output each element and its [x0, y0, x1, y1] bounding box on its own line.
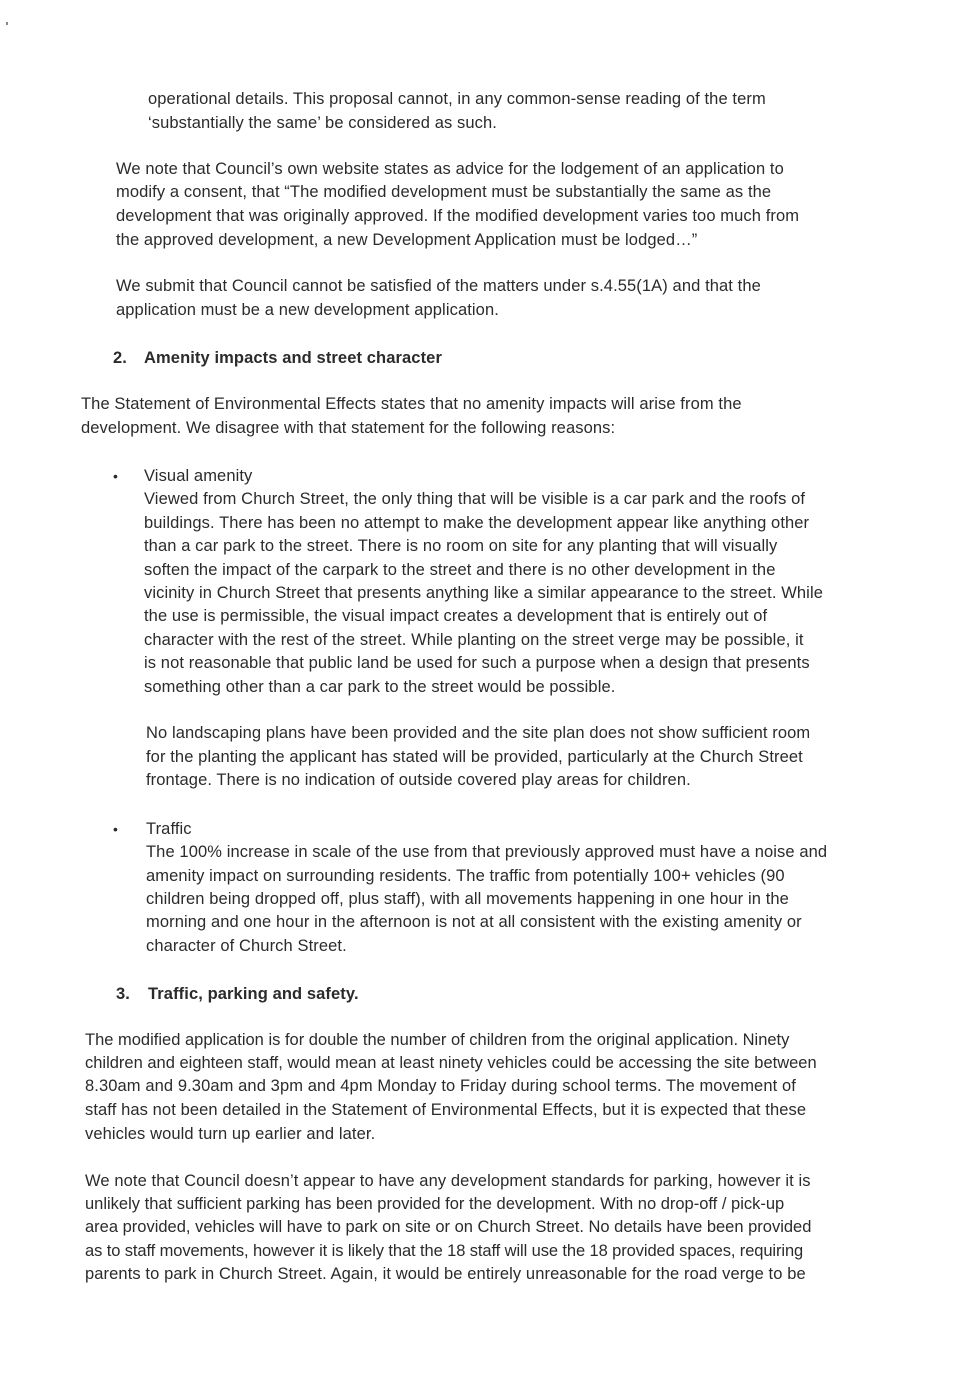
traffic-line: amenity impact on surrounding residents. The traffic from potentially 100+ vehicles (90 — [146, 867, 785, 885]
modified-line: The modified application is for double the number of children from the original application. Ninety — [85, 1031, 790, 1049]
visual-line: vicinity in Church Street that presents anything like a similar appearance to the street. While — [144, 584, 823, 602]
intro-line: ‘substantially the same’ be considered as such. — [148, 114, 497, 132]
bullet-title: Visual amenity — [144, 467, 253, 485]
website-line: modify a consent, that “The modified development must be substantially the same as the — [116, 183, 772, 201]
parking-line: as to staff movements, however it is likely that the 18 staff will use the 18 provided spaces, requiring — [85, 1242, 804, 1260]
bullet-marker: • — [113, 468, 118, 484]
visual-line: than a car park to the street. There is no room on site for any planting that will visually — [144, 537, 778, 555]
landscape-line: frontage. There is no indication of outside covered play areas for children. — [146, 771, 691, 789]
bullet-title: Traffic — [146, 820, 192, 838]
website-line: We note that Council’s own website states as advice for the lodgement of an application to — [116, 160, 784, 178]
visual-line: Viewed from Church Street, the only thing that will be visible is a car park and the roofs of — [144, 490, 806, 508]
modified-line: vehicles would turn up earlier and later. — [85, 1125, 376, 1143]
landscape-line: No landscaping plans have been provided and the site plan does not show sufficient room — [146, 724, 811, 742]
parking-line: We note that Council doesn’t appear to have any development standards for parking, however it is — [85, 1172, 811, 1190]
section-number: 2. — [113, 349, 127, 367]
section-heading: Amenity impacts and street character — [144, 349, 442, 367]
submit-line: application must be a new development application. — [116, 301, 499, 319]
website-line: development that was originally approved. If the modified development varies too much from — [116, 207, 800, 225]
visual-line: the use is permissible, the visual impact creates a development that is entirely out of — [144, 607, 768, 625]
see-line: The Statement of Environmental Effects states that no amenity impacts will arise from the — [81, 395, 742, 413]
modified-line: children and eighteen staff, would mean at least ninety vehicles could be accessing the site between — [85, 1054, 817, 1072]
visual-line: soften the impact of the carpark to the street and there is no other development in the — [144, 561, 776, 579]
website-line: the approved development, a new Development Application must be lodged…” — [116, 231, 698, 249]
landscape-line: for the planting the applicant has stated will be provided, particularly at the Church Street — [146, 748, 803, 766]
traffic-line: character of Church Street. — [146, 937, 347, 955]
parking-line: area provided, vehicles will have to park on site or on Church Street. No details have been provided — [85, 1218, 812, 1236]
visual-line: buildings. There has been no attempt to make the development appear like anything other — [144, 514, 810, 532]
traffic-line: The 100% increase in scale of the use from that previously approved must have a noise and — [146, 843, 828, 861]
scan-speck — [6, 22, 8, 25]
visual-line: something other than a car park to the street would be possible. — [144, 678, 616, 696]
submit-line: We submit that Council cannot be satisfied of the matters under s.4.55(1A) and that the — [116, 277, 761, 295]
bullet-marker: • — [113, 821, 118, 837]
traffic-line: morning and one hour in the afternoon is not at all consistent with the existing amenity or — [146, 913, 802, 931]
parking-line: unlikely that sufficient parking has been provided for the development. With no drop-off / pick-up — [85, 1195, 785, 1213]
visual-line: character with the rest of the street. While planting on the street verge may be possible, it — [144, 631, 804, 649]
intro-line: operational details. This proposal cannot, in any common-sense reading of the term — [148, 90, 766, 108]
traffic-line: children being dropped off, plus staff), with all movements happening in one hour in the — [146, 890, 789, 908]
visual-line: is not reasonable that public land be used for such a purpose when a design that presents — [144, 654, 810, 672]
section-number: 3. — [116, 985, 130, 1003]
section-heading: Traffic, parking and safety. — [148, 985, 359, 1003]
parking-line: parents to park in Church Street. Again, it would be entirely unreasonable for the road verge to be — [85, 1265, 806, 1283]
see-line: development. We disagree with that statement for the following reasons: — [81, 419, 616, 437]
modified-line: staff has not been detailed in the Statement of Environmental Effects, but it is expected that these — [85, 1101, 807, 1119]
modified-line: 8.30am and 9.30am and 3pm and 4pm Monday to Friday during school terms. The movement of — [85, 1077, 796, 1095]
